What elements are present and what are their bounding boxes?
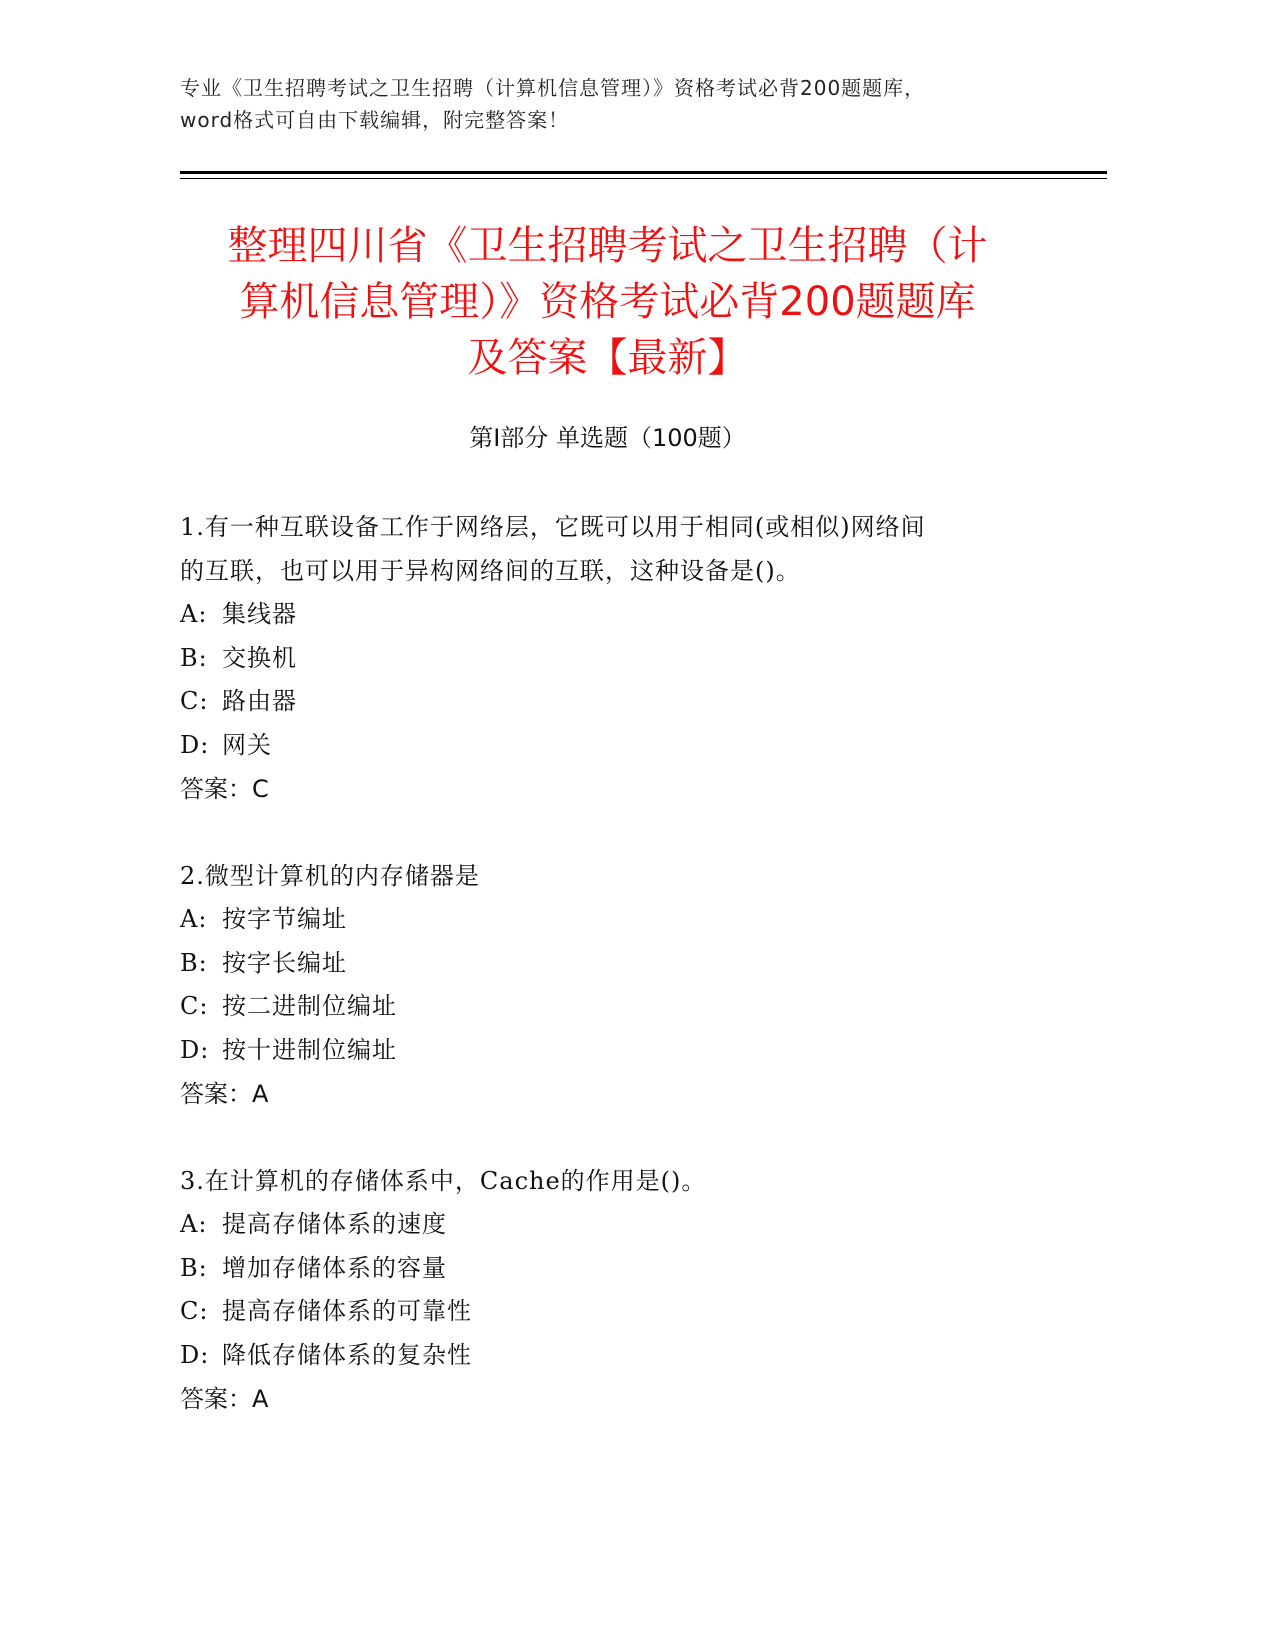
document-title-line: 整理四川省《卫生招聘考试之卫生招聘（计: [227, 223, 988, 269]
option-text: 交换机: [222, 643, 297, 672]
answer: 答案：A: [180, 1080, 269, 1108]
header-note-line: word格式可自由下载编辑，附完整答案！: [180, 108, 570, 132]
option-d: [180, 724, 1080, 768]
question-1: [180, 505, 1080, 811]
option-key: A:: [180, 600, 208, 628]
option-b: [180, 637, 1080, 681]
option-text: 网关: [222, 730, 272, 759]
option-text: 降低存储体系的复杂性: [222, 1340, 472, 1369]
option-key: C:: [180, 1297, 209, 1325]
question-3: [180, 1159, 1080, 1421]
option-text: 按字长编址: [222, 948, 347, 977]
option-c: [180, 1290, 1080, 1334]
option-d: [180, 1029, 1080, 1073]
question-stem-line: 1.有一种互联设备工作于网络层，它既可以用于相同(或相似)网络间: [180, 513, 926, 541]
header-note: [180, 72, 1140, 136]
option-a: [180, 1203, 1080, 1247]
header-divider-thick: [180, 171, 1107, 174]
answer: 答案：A: [180, 1385, 269, 1413]
question-stem: [180, 854, 1080, 898]
document-title-line: 及答案【最新】: [467, 335, 748, 381]
option-b: [180, 942, 1080, 986]
option-key: B:: [180, 643, 208, 672]
option-key: C:: [180, 687, 209, 715]
option-text: 按字节编址: [222, 905, 347, 933]
question-stem: [180, 505, 1080, 593]
option-key: D:: [180, 1035, 210, 1064]
document-title-line: 算机信息管理）》资格考试必背200题题库: [239, 279, 976, 325]
option-b: [180, 1247, 1080, 1291]
option-d: [180, 1334, 1080, 1378]
option-text: 按十进制位编址: [222, 1035, 397, 1064]
option-a: [180, 898, 1080, 942]
option-text: 提高存储体系的可靠性: [222, 1297, 472, 1325]
option-text: 路由器: [222, 687, 297, 715]
question-list: [180, 505, 1080, 1421]
header-note-line: 专业《卫生招聘考试之卫生招聘（计算机信息管理）》资格考试必背200题题库，: [180, 76, 926, 100]
option-key: B:: [180, 1253, 208, 1282]
question-stem-line: 的互联，也可以用于异构网络间的互联，这种设备是()。: [180, 557, 801, 585]
question-2: [180, 854, 1080, 1116]
option-key: C:: [180, 992, 209, 1020]
section-title: 第Ⅰ部分 单选题（100题）: [469, 424, 746, 452]
document-title: [180, 218, 1035, 386]
option-text: 提高存储体系的速度: [222, 1210, 447, 1238]
option-key: B:: [180, 948, 208, 977]
option-key: D:: [180, 1340, 210, 1369]
option-text: 增加存储体系的容量: [222, 1253, 447, 1282]
question-stem-line: 3.在计算机的存储体系中，Cache的作用是()。: [180, 1167, 707, 1195]
question-spacer: [180, 1116, 1080, 1159]
option-text: 集线器: [222, 600, 297, 628]
question-stem-line: 2.微型计算机的内存储器是: [180, 862, 480, 890]
option-key: A:: [180, 905, 208, 933]
option-text: 按二进制位编址: [222, 992, 397, 1020]
option-c: [180, 680, 1080, 724]
option-c: [180, 985, 1080, 1029]
option-key: A:: [180, 1210, 208, 1238]
question-stem: [180, 1159, 1080, 1203]
option-a: [180, 593, 1080, 637]
question-spacer: [180, 811, 1080, 854]
header-divider-thin: [180, 178, 1107, 179]
answer: 答案：C: [180, 775, 269, 803]
option-key: D:: [180, 730, 210, 759]
